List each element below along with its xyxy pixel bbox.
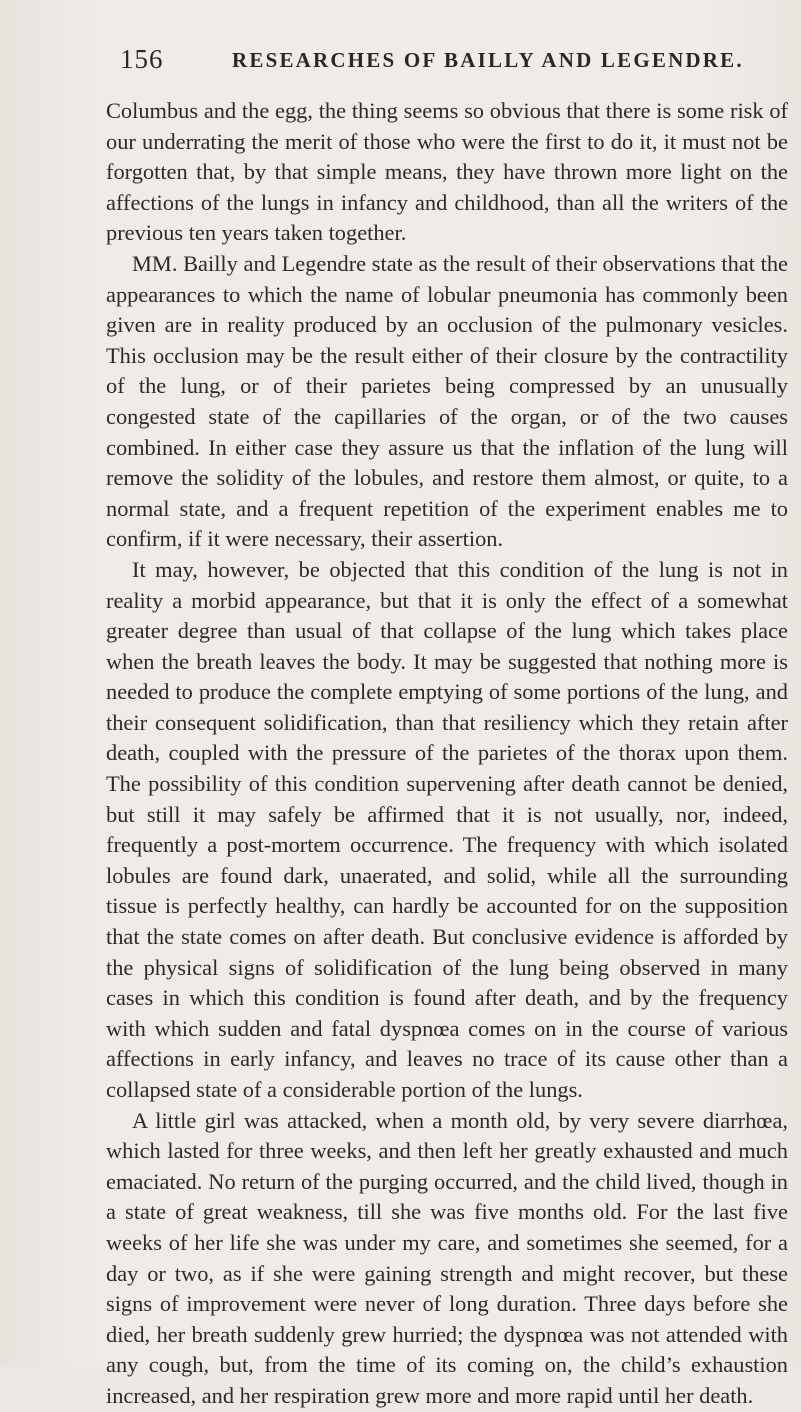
paragraph-bailly-legendre: MM. Bailly and Legendre state as the result of their observations that the appearances to which the name of lobular pneumonia has commonly been given are in reality produced by an occlusion of the pulmonary vesicles. This occlusion may be the result either of their closure by the contractility of the lung, or of their parietes being compressed by an unusually congested state of the capillaries of the organ, or of the two causes combined. In either case they assure us that the inflation of the lung will remove the solidity of the lobules, and restore them almost, or quite, to a normal state, and a frequent repetition of the experiment enables me to confirm, if it were necessary, their assertion. <box>106 250 788 552</box>
body-text <box>106 96 788 1412</box>
page-number: 156 <box>120 44 164 74</box>
running-header <box>120 44 760 84</box>
paragraph-case-report: A little girl was attacked, when a month old, by very severe diarrhœa, which lasted for three weeks, and then left her greatly exhausted and much emaciated. No return of the purging occurred, and the child lived, though in a state of great weakness, till she was five months old. For the last five weeks of her life she was under my care, and sometimes she seemed, for a day or two, as if she were gaining strength and might recover, but these signs of improvement were never of long duration. Three days before she died, her breath suddenly grew hurried; the dyspnœa was not attended with any cough, but, from the time of its coming on, the child’s exhaustion increased, and her respiration grew more and more rapid until her death. <box>106 1107 788 1408</box>
paragraph-objection: It may, however, be objected that this condition of the lung is not in reality a morbid appearance, but that it is only the effect of a somewhat greater degree than usual of that collapse of the lung which takes place when the breath leaves the body. It may be suggested that nothing more is needed to produce the complete emptying of some portions of the lung, and their consequent solidification, than that resiliency which they retain after death, coupled with the pressure of the parietes of the thorax upon them. The possibility of this condition supervening after death cannot be denied, but still it may safely be affirmed that it is not usually, nor, indeed, frequently a post-mortem occurrence. The frequency with which isolated lobules are found dark, unaerated, and solid, while all the surrounding tissue is perfectly healthy, can hardly be accounted for on the supposition that the state comes on after death. But conclusive evidence is afforded by the physical signs of solidification of the lung being observed in many cases in which this condition is found after death, and by the frequency with which sudden and fatal dyspnœa comes on in the course of various affections in early infancy, and leaves no trace of its cause other than a collapsed state of a considerable portion of the lungs. <box>106 556 788 1102</box>
running-title: RESEARCHES OF BAILLY AND LEGENDRE. <box>232 48 744 72</box>
paragraph-continued: Columbus and the egg, the thing seems so obvious that there is some risk of our underrating the merit of those who were the first to do it, it must not be forgotten that, by that simple means, they have thrown more light on the affections of the lungs in infancy and childhood, than all the writers of the previous ten years taken together. <box>106 98 788 246</box>
